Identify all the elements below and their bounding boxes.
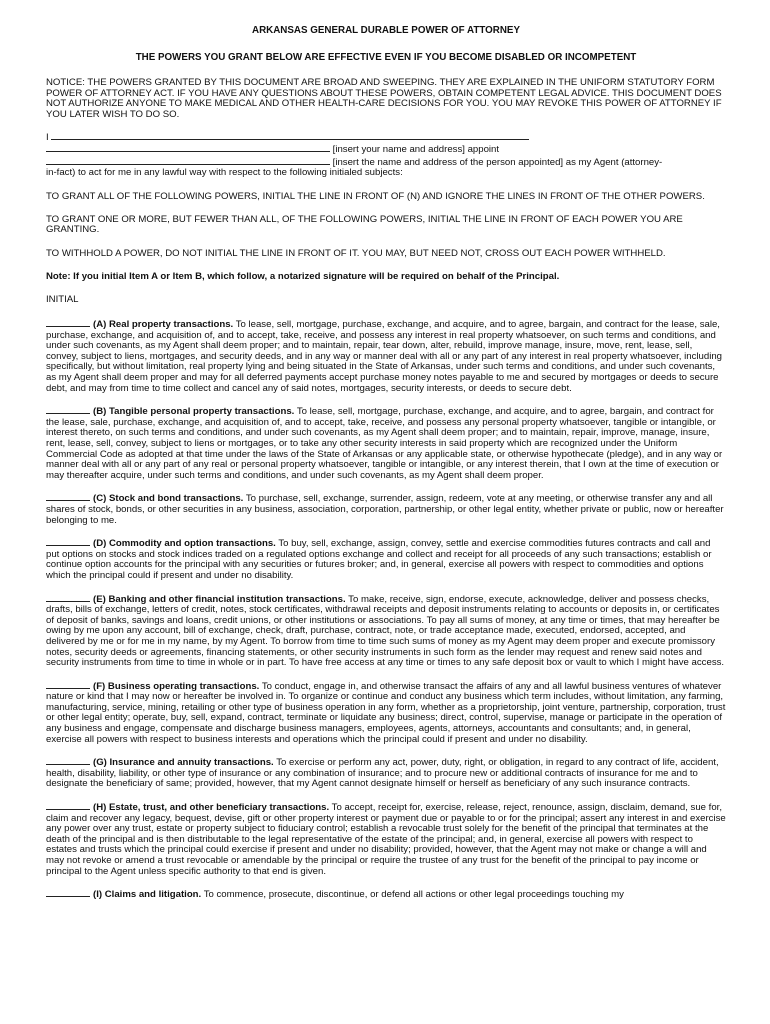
power-text-h: To accept, receipt for, exercise, release, reject, renounce, assign, disclaim, demand, sue for, claim and recover any legacy, bequest, devise, gift or other property interest or payment due or payable to or for the principal; assert any interest in and exercise any power over any trust, estate or property subject to fiduciary control; establish a revocable trust solely for the benefit of the principal that terminates at the death of the principal and is then distributable to the legal representative of the estate of the principal; and, in general, exercise all powers with respect to estates and trusts which the principal could exercise if present and under no disability; provided, however, that the Agent may not make or change a will and may not revoke or amend a trust revocable or amendable by the principal or require the trustee of any trust for the benefit of the principal to pay income or principal to the Agent unless specific authority to that end is given.: [46, 802, 726, 877]
power-text-i: To commence, prosecute, discontinue, or defend all actions or other legal proceedings touching my: [201, 889, 624, 901]
power-heading-d: (D) Commodity and option transactions.: [93, 538, 276, 550]
agent-name-line[interactable]: [46, 156, 330, 165]
initial-line-h[interactable]: [46, 801, 90, 810]
agent-continuation: in-fact) to act for me in any lawful way with respect to the following initialed subjects:: [46, 167, 403, 179]
power-item-b: [46, 405, 726, 481]
power-text-a: To lease, sell, mortgage, purchase, exchange, and acquire, and to agree, bargain, and contract for the lease, sale, purchase, exchange, and acquisition of, and to accept, take, receive, and possess any interest in real property whatsoever, on such terms and conditions, and under such covenants, as my Agent shall deem proper; and to maintain, repair, tear down, alter, rebuild, improve manage, insure, move, rent, lease, sell, convey, subject to liens, mortgages, and security deeds, and in any way or manner deal with all or any part of any interest in real property whatsoever, including specifically, but without limitation, real property lying and being situated in the State of Arkansas, under such terms and conditions, and under such covenants, as my Agent shall deem proper and may for all deferred payments accept purchase money notes payable to me and secured by mortgages or deeds to secure debt, and may from time to time collect and cancel any of said notes, mortgages, security interests, or deeds to secure debt.: [46, 319, 723, 394]
power-heading-c: (C) Stock and bond transactions.: [93, 493, 244, 505]
power-text-e: To make, receive, sign, endorse, execute, acknowledge, deliver and possess checks, drafts, bills of exchange, letters of credit, notes, stock certificates, withdrawal receipts and deposit instruments relating to accounts or deposits in, or certificates of deposit of banks, savings and loans, credit unions, or other institutions or associations. To pay all sums of money, at any time or times, that may hereafter be owing by me upon any account, bill of exchange, check, draft, purchase, contract, note, or trade acceptance made, executed, endorsed, accepted, and delivered by me or for me in my name, by my Agent. To borrow from time to time such sums of money as my Agent may deem proper and execute promissory notes, security deeds or agreements, financing statements, or other security instruments in such form as the lender may request and renew said notes and security instruments from time to time in whole or in part. To have free access at any time or times to any safe deposit box or vault to which I might have access.: [46, 593, 725, 669]
notarization-note: Note: If you initial Item A or Item B, which follow, a notarized signature will be required on behalf of the Principal.: [46, 270, 560, 282]
initial-label: INITIAL: [46, 293, 79, 305]
initial-line-f[interactable]: [46, 680, 90, 689]
power-text-d: To buy, sell, exchange, assign, convey, settle and exercise commodities futures contracts and call and put options on stocks and stock indices traded on a regulated options exchange and collect and receipt for all proceeds of any such transactions; establish or continue option accounts for the principal with any securities or futures broker; and, in general, exercise all powers with respect to commodities and options which the principal could if present and under no disability.: [46, 538, 712, 581]
power-item-f: [46, 680, 726, 746]
document-title: ARKANSAS GENERAL DURABLE POWER OF ATTORNEY: [252, 25, 520, 36]
initial-line-b[interactable]: [46, 405, 90, 414]
power-heading-g: (G) Insurance and annuity transactions.: [93, 757, 274, 769]
power-heading-i: (I) Claims and litigation.: [93, 889, 202, 901]
notice-paragraph: NOTICE: THE POWERS GRANTED BY THIS DOCUMENT ARE BROAD AND SWEEPING. THEY ARE EXPLAINED IN THE UNIFORM STATUTORY FORM POWER OF ATTORNEY ACT. IF YOU HAVE ANY QUESTIONS ABOUT THESE POWERS, OBTAIN COMPETENT LEGAL ADVICE. THIS DOCUMENT DOES NOT AUTHORIZE ANYONE TO MAKE MEDICAL AND OTHER HEALTH-CARE DECISIONS FOR YOU. YOU MAY REVOKE THIS POWER OF ATTORNEY IF YOU LATER WISH TO DO SO.: [46, 77, 722, 120]
power-text-g: To exercise or perform any act, power, duty, right, or obligation, in regard to any contract of life, accident, health, disability, liability, or other type of insurance or any combination of insurance; and to procure new or additional contracts of insurance for me and to designate the beneficiary of same; provided, however, that my Agent cannot designate himself or herself as beneficiary of any such insurance contracts.: [46, 757, 719, 790]
power-text-f: To conduct, engage in, and otherwise transact the affairs of any and all lawful business ventures of whatever nature or kind that I may now or hereafter be involved in. To organize or continue and conduct any business which term includes, without limitation, any farming, manufacturing, service, mining, retailing or other type of business operation in any form, whether as a proprietorship, joint venture, partnership, corporation, trust or other legal entity; operate, buy, sell, expand, contract, terminate or liquidate any business; direct, control, supervise, manage or participate in the operation of any business and engage, compensate and discharge business managers, employees, agents, attorneys, accountants and consultants; and, in general, exercise all powers with respect to business interests and operations which the principal could if present and under no disability.: [46, 680, 726, 745]
power-text-b: To lease, sell, mortgage, purchase, exchange, and acquire, and to agree, bargain, and contract for the lease, sale, purchase, exchange, and acquisition of, and to accept, take, receive, and possess any personal property whatsoever, tangible or intangible, or interest thereto, on such terms and conditions, and under such covenants, as my Agent shall deem proper; and to maintain, repair, improve, manage, insure, rent, lease, sell, convey, subject to liens or mortgages, or to take any other security interests in said property which are recognized under the Uniform Commercial Code as adopted at that time under the laws of the State of Arkansas or any applicable state, or otherwise hypothecate (pledge), and in any way or manner deal with all or any part of any real or personal property whatsoever, tangible or intangible, or any interest therein, that I own at the time of execution or may thereafter acquire, under such terms and conditions, and under such covenants, as my Agent shall deem proper.: [46, 406, 723, 481]
power-heading-f: (F) Business operating transactions.: [93, 680, 260, 692]
principal-address-row: [46, 143, 726, 156]
insert-agent-label: [insert the name and address of the person appointed] as my Agent (attorney-: [332, 156, 663, 168]
power-heading-e: (E) Banking and other financial institution transactions.: [93, 593, 346, 605]
insert-name-label: [insert your name and address] appoint: [332, 144, 500, 156]
instruction-grant-some: TO GRANT ONE OR MORE, BUT FEWER THAN ALL, OF THE FOLLOWING POWERS, INITIAL THE LINE IN FRONT OF EACH POWER YOU ARE GRANTING.: [46, 213, 683, 236]
initial-line-i[interactable]: [46, 888, 90, 897]
initial-line-d[interactable]: [46, 537, 90, 546]
power-text-c: To purchase, sell, exchange, surrender, assign, redeem, vote at any meeting, or otherwise transfer any and all shares of stock, bonds, or other securities in any business, association, corporation, partnership, or other legal entity, whether private or public, now or hereafter belonging to me.: [46, 493, 724, 526]
instruction-grant-all: TO GRANT ALL OF THE FOLLOWING POWERS, INITIAL THE LINE IN FRONT OF (N) AND IGNORE THE LINES IN FRONT OF THE OTHER POWERS.: [46, 190, 705, 202]
principal-address-line[interactable]: [46, 143, 330, 152]
power-item-c: [46, 492, 726, 526]
initial-line-c[interactable]: [46, 492, 90, 501]
powers-list: [46, 318, 726, 901]
document-subtitle: THE POWERS YOU GRANT BELOW ARE EFFECTIVE EVEN IF YOU BECOME DISABLED OR INCOMPETENT: [135, 51, 637, 63]
initial-line-e[interactable]: [46, 593, 90, 602]
initial-line-g[interactable]: [46, 756, 90, 765]
initial-line-a[interactable]: [46, 318, 90, 327]
power-item-a: [46, 318, 726, 394]
power-item-d: [46, 537, 726, 581]
principal-name-line[interactable]: [51, 131, 529, 140]
power-item-g: [46, 756, 726, 790]
agent-appointment: [46, 131, 726, 179]
power-item-i: [46, 888, 726, 901]
power-heading-b: (B) Tangible personal property transactions.: [93, 406, 295, 418]
power-item-h: [46, 801, 726, 877]
instruction-withhold: TO WITHHOLD A POWER, DO NOT INITIAL THE LINE IN FRONT OF IT. YOU MAY, BUT NEED NOT, CROSS OUT EACH POWER WITHHELD.: [46, 247, 666, 259]
principal-prefix: I: [46, 131, 49, 143]
power-item-e: [46, 593, 726, 669]
power-heading-h: (H) Estate, trust, and other beneficiary transactions.: [93, 802, 330, 814]
principal-name-row: [46, 131, 726, 144]
power-heading-a: (A) Real property transactions.: [93, 319, 234, 331]
